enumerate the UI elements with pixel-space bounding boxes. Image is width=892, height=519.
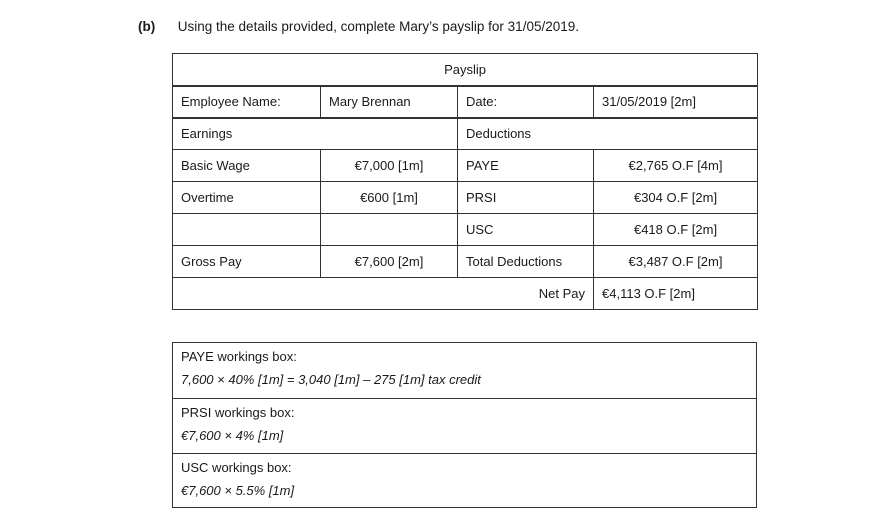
earnings-item-value xyxy=(321,214,458,246)
earnings-item-label: Basic Wage xyxy=(173,150,321,182)
earnings-item-label: Overtime xyxy=(173,182,321,214)
earnings-item-value: €600 [1m] xyxy=(321,182,458,214)
net-pay-value: €4,113 O.F [2m] xyxy=(594,278,758,310)
earnings-item-label xyxy=(173,214,321,246)
question-heading xyxy=(138,19,579,34)
section-header-row xyxy=(173,118,758,150)
net-pay-row xyxy=(173,278,758,310)
workings-label: PRSI workings box: xyxy=(181,405,295,420)
table-row xyxy=(173,182,758,214)
deduction-item-label: PAYE xyxy=(458,150,594,182)
workings-panel xyxy=(172,342,757,508)
table-row xyxy=(173,150,758,182)
deduction-item-value: €2,765 O.F [4m] xyxy=(594,150,758,182)
workings-calculation: 7,600 × 40% [1m] = 3,040 [1m] – 275 [1m] tax credit xyxy=(181,372,481,387)
earnings-item-value: €7,000 [1m] xyxy=(321,150,458,182)
employee-row xyxy=(173,86,758,118)
paye-workings-box xyxy=(173,343,756,398)
table-row xyxy=(173,246,758,278)
employee-name-value: Mary Brennan xyxy=(321,86,458,118)
total-deductions-value: €3,487 O.F [2m] xyxy=(594,246,758,278)
date-label: Date: xyxy=(458,86,594,118)
deduction-item-label: USC xyxy=(458,214,594,246)
deduction-item-value: €304 O.F [2m] xyxy=(594,182,758,214)
gross-pay-value: €7,600 [2m] xyxy=(321,246,458,278)
gross-pay-label: Gross Pay xyxy=(173,246,321,278)
workings-calculation: €7,600 × 4% [1m] xyxy=(181,428,284,443)
question-text: Using the details provided, complete Mary’s payslip for 31/05/2019. xyxy=(177,19,579,34)
net-pay-label: Net Pay xyxy=(173,278,594,310)
date-value: 31/05/2019 [2m] xyxy=(594,86,758,118)
workings-label: PAYE workings box: xyxy=(181,349,297,364)
earnings-header: Earnings xyxy=(173,118,458,150)
deduction-item-label: PRSI xyxy=(458,182,594,214)
workings-label: USC workings box: xyxy=(181,460,292,475)
table-row xyxy=(173,214,758,246)
payslip-title-row xyxy=(173,54,758,86)
prsi-workings-box xyxy=(173,398,756,453)
question-label: (b) xyxy=(138,19,156,34)
workings-calculation: €7,600 × 5.5% [1m] xyxy=(181,483,295,498)
deduction-item-value: €418 O.F [2m] xyxy=(594,214,758,246)
deductions-header: Deductions xyxy=(458,118,758,150)
total-deductions-label: Total Deductions xyxy=(458,246,594,278)
usc-workings-box xyxy=(173,453,756,508)
employee-name-label: Employee Name: xyxy=(173,86,321,118)
payslip-table xyxy=(172,53,758,310)
payslip-title: Payslip xyxy=(173,54,758,86)
